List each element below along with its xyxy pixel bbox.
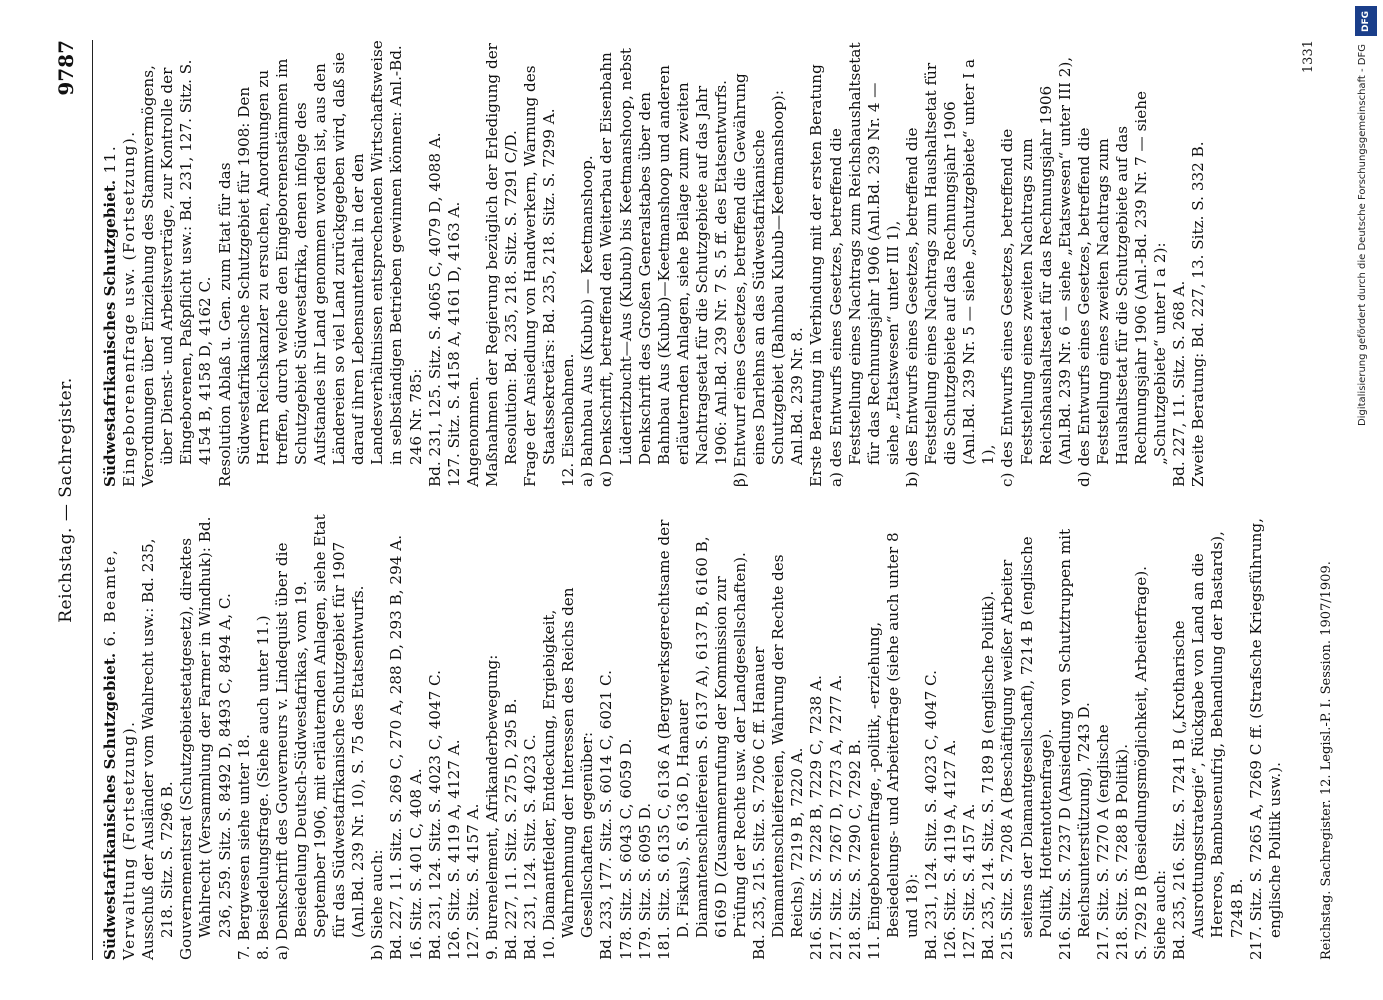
left-entry: b) Siehe auch: [368, 849, 387, 960]
right-entry: β) Entwurf eines Gesetzes, betreffend die Gewährung eines Darlehns an das Südwestafrikanische Schutzgebiet (Bahnbau Kubub—Keetmanshoop): Anl.Bd. 239 Nr. 8. [731, 73, 807, 487]
left-entry: 8. Besiedelungsfrage. (Siehe auch unter 11.) [253, 615, 272, 960]
left-entry: 127. Sitz. S. 4157 A. [960, 803, 979, 960]
left-heading-rest: 6. Beamte, Verwaltung (Fortsetzung). [101, 548, 139, 960]
left-entry: Bd. 235, 214. Sitz. S. 7189 B (englische Politik). [979, 590, 998, 960]
left-entry: 216. Sitz. S. 7228 B, 7229 C, 7238 A. [807, 675, 826, 960]
rotated-page [40, 0, 1340, 1000]
left-entry: 215. Sitz. S. 7208 A (Beschäftigung weißer Arbeiter seitens der Diamantgesellschaft), 7214 B (englische Politik, Hottentottenfrage). [998, 536, 1055, 960]
left-entry: Ausschuß der Ausländer vom Wahlrecht usw.: Bd. 235, 218. Sitz. S. 7296 B. [139, 538, 177, 960]
right-entry: Maßnahmen der Regierung bezüglich der Erledigung der Resolution: Bd. 235, 218. Sitz. S. 7291 C/D. [482, 43, 520, 487]
left-entry: S. 7292 B (Besiedlungsmöglichkeit, Arbeiterfrage). [1132, 566, 1151, 960]
left-entry: 178. Sitz. S. 6043 C, 6059 D. [616, 738, 635, 960]
right-entry: b) des Entwurfs eines Gesetzes, betreffend die Feststellung eines Nachtrags zum Haushaltsetat für die Schutzgebiete auf das Rechnungsjahr 1906 (Anl.Bd. 239 Nr. 5 — siehe „Schutzgebiete“ unter I a 1), [902, 58, 998, 487]
page-header [46, 40, 93, 960]
left-entry: 216. Sitz. S. 7237 D (Ansiedlung von Schutztruppen mit Reichsunterstützung), 7243 D. [1055, 528, 1093, 960]
right-entry: α) Denkschrift, betreffend den Weiterbau der Eisenbahn Lüderitzbucht—Aus (Kubub) bis Keetmanshoop, nebst Denkschrift des Großen Generalstabes über den Bahnbau Aus (Kubub)—Keetmanshoop und anderen erläuternden Anlagen, siehe Beilage zum zweiten Nachtragsetat für die Schutzgebiete auf das Jahr 1906: Anl.Bd. 239 Nr. 7 S. 5 ff. des Etatsentwurfs. [597, 47, 730, 487]
right-entry: a) des Entwurfs eines Gesetzes, betreffend die Feststellung eines Nachtrags zum Reichshaushaltsetat für das Rechnungsjahr 1906 (Anl.Bd. 239 Nr. 4 — siehe „Etatswesen“ unter III 1), [826, 42, 902, 487]
left-entry: a) Denkschrift des Gouverneurs v. Lindequist über die Besiedelung Deutsch-Südwestafrikas, vom 19. September 1906, mit erläuternden Anlagen, siehe Etat für das Südwestafrikanische Schutzgebiet für 1907 (Anl.Bd. 239 Nr. 10), S. 75 des Etatsentwurfs. [272, 514, 368, 960]
right-entry: 127. Sitz. S. 4158 A, 4161 D, 4163 A. [444, 201, 463, 487]
left-entry: 218. Sitz. S. 7290 C, 7292 B. [845, 739, 864, 960]
right-entry: Bd. 227, 11. Sitz. S. 268 A. [1170, 280, 1189, 487]
left-entry: 127. Sitz. S. 4157 A. [463, 803, 482, 960]
left-entry: Bd. 233, 177. Sitz. S. 6014 C, 6021 C. [597, 670, 616, 960]
right-heading-bold: Südwestafrikanisches Schutzgebiet. [101, 179, 119, 487]
right-entry: a) Bahnbau Aus (Kubub) — Keetmanshoop. [578, 155, 597, 487]
right-heading-rest: 11. Eingeborenenfrage usw. (Fortsetzung). [101, 130, 139, 487]
dfg-logo: DFG [1355, 6, 1377, 36]
left-column [101, 513, 1285, 960]
left-heading [101, 513, 139, 960]
page-number: 9787 [54, 40, 78, 96]
left-entry: Bd. 235, 215. Sitz. S. 7206 C ff. Hanauer Diamantenschleifereien, Wahrung der Rechte des Reichs), 7219 B, 7220 A. [750, 554, 807, 960]
sheet-number: 1331 [1301, 40, 1316, 74]
right-column [101, 40, 1285, 487]
left-entry: 179. Sitz. S. 6095 D. [635, 802, 654, 960]
left-heading-bold: Südwestafrikanisches Schutzgebiet. [101, 652, 119, 960]
left-entry: 9. Burenelement, Afrikanderbewegung: [482, 654, 501, 960]
left-entry: 217. Sitz. S. 7270 A (englische [1093, 724, 1112, 960]
dfg-sidebar [1354, 0, 1380, 1000]
footer-text: Reichstag. Sachregister. 12. Legisl.-P. I. Session. 1907/1909. [1319, 561, 1334, 960]
right-entry: Resolution Ablaß u. Gen. zum Etat für das Südwestafrikanische Schutzgebiet für 1908: Den Herrn Reichskanzler zu ersuchen, Anordnungen zu treffen, durch welche den Eingeborenenstämmen im Schutzgebiet Südwestafrika, denen infolge des Aufstandes ihr Land genommen worden ist, aus den Ländereien so viel Land zurückgegeben wird, daß sie darauf ihren Lebensunterhalt in der den Landesverhältnissen entsprechenden Wirtschaftsweise in selbständigen Betrieben gewinnen können: Anl.-Bd. 246 Nr. 785: [215, 40, 425, 487]
left-entry: 126. Sitz. S. 4119 A, 4127 A. [444, 739, 463, 960]
right-entry: 12. Eisenbahnen. [559, 353, 578, 487]
right-entry: Erste Beratung in Verbindung mit der ersten Beratung [807, 64, 826, 487]
left-entry: Bd. 227, 11. Sitz. S. 275 D, 295 B. [501, 698, 520, 960]
two-column-body [101, 40, 1285, 960]
right-heading [101, 40, 139, 487]
right-entry: Frage der Ansiedlung von Handwerkern, Warnung des Staatssekretärs: Bd. 235, 218. Sitz. S. 7299 A. [521, 65, 559, 487]
left-entry: 217. Sitz. S. 7267 D, 7273 A, 7277 A. [826, 674, 845, 960]
left-entry: 16. Sitz. S. 401 C, 408 A. [406, 768, 425, 960]
left-entry: 7. Bergwesen siehe unter 18. [234, 734, 253, 960]
page-footer [1319, 40, 1334, 960]
right-entry: Verordnungen über Einziehung des Stammvermögens, über Dienst- und Arbeitsverträge, zur Kontrolle der Eingeborenen, Paßpflicht usw.: Bd. 231, 127. Sitz. S. 4154 B, 4158 D, 4162 C. [139, 59, 215, 487]
left-entry: Bd. 235, 216. Sitz. S. 7241 B („Krotharische Ausrottungsstrategie“, Rückgabe von Land an die Hereros, Bambusenufrig, Behandlung der Bastards), 7248 B. [1170, 531, 1246, 960]
right-entry: c) des Entwurfs eines Gesetzes, betreffend die Feststellung eines zweiten Nachtrags zum Reichshaushaltsetat für das Rechnungsjahr 1906 (Anl.Bd. 239 Nr. 6 — siehe „Etatswesen“ unter III 2), [998, 56, 1074, 487]
dfg-credit-text: Digitalisierung gefördert durch die Deutsche Forschungsgemeinschaft - DFG [1357, 44, 1368, 427]
left-entry: 217. Sitz. S. 7265 A, 7269 C ff. (Strafsche Kriegsführung, englische Politik usw.). [1246, 518, 1284, 960]
left-entries [139, 513, 1285, 960]
left-entry: 11. Eingeborenenfrage, -politik, -erziehung, Besiedelungs- und Arbeiterfrage (siehe auch unter 8 und 18): [864, 532, 921, 960]
left-entry: Bd. 231, 124. Sitz. S. 4023 C. [521, 734, 540, 960]
right-entry: Bd. 231, 125. Sitz. S. 4065 C, 4079 D, 4088 A. [425, 132, 444, 487]
right-entry: d) des Entwurfs eines Gesetzes, betreffend die Feststellung eines zweiten Nachtrags zum Haushaltsetat für die Schutzgebiete auf das Rechnungsjahr 1906 (Anl.-Bd. 239 Nr. 7 — siehe „Schutzgebiete“ unter I a 2): [1074, 91, 1170, 487]
left-entry: Gouvernementsrat (Schutzgebietsetatgesetz), direktes Wahlrecht (Versammlung der Farmer in Windhuk): Bd. 236, 259. Sitz. S. 8492 D, 8493 C, 8494 A, C. [177, 516, 234, 960]
left-entry: Siehe auch: [1151, 869, 1170, 960]
left-entry: Bd. 227, 11. Sitz. S. 269 C, 270 A, 288 D, 293 B, 294 A. [387, 534, 406, 960]
right-entries [139, 40, 1208, 487]
right-entry: Zweite Beratung: Bd. 227, 13. Sitz. S. 332 B. [1189, 141, 1208, 487]
left-entry: Bd. 231, 124. Sitz. S. 4023 C, 4047 C. [425, 670, 444, 960]
left-entry: 10. Diamantfelder, Entdeckung, Ergiebigkeit, Wahrnehmung der Interessen des Reichs den Gesellschaften gegenüber: [540, 587, 597, 960]
running-title: Reichstag. — Sachregister. [56, 377, 76, 623]
left-entry: Bd. 231, 124. Sitz. S. 4023 C, 4047 C. [922, 670, 941, 960]
left-entry: 181. Sitz. S. 6135 C, 6136 A (Bergwerksgerechtsame der D. Fiskus), S. 6136 D, Hanauer Diamantenschleifereien S. 6137 A), 6137 B, 6160 B, 6169 D (Zusammenrufung der Kommission zur Prüfung der Rechte usw. der Landgesellschaften). [654, 519, 750, 960]
left-entry: 218. Sitz. S. 7288 B Politik). [1112, 743, 1131, 960]
right-entry: Angenommen. [463, 376, 482, 487]
left-entry: 126. Sitz. S. 4119 A, 4127 A. [941, 739, 960, 960]
